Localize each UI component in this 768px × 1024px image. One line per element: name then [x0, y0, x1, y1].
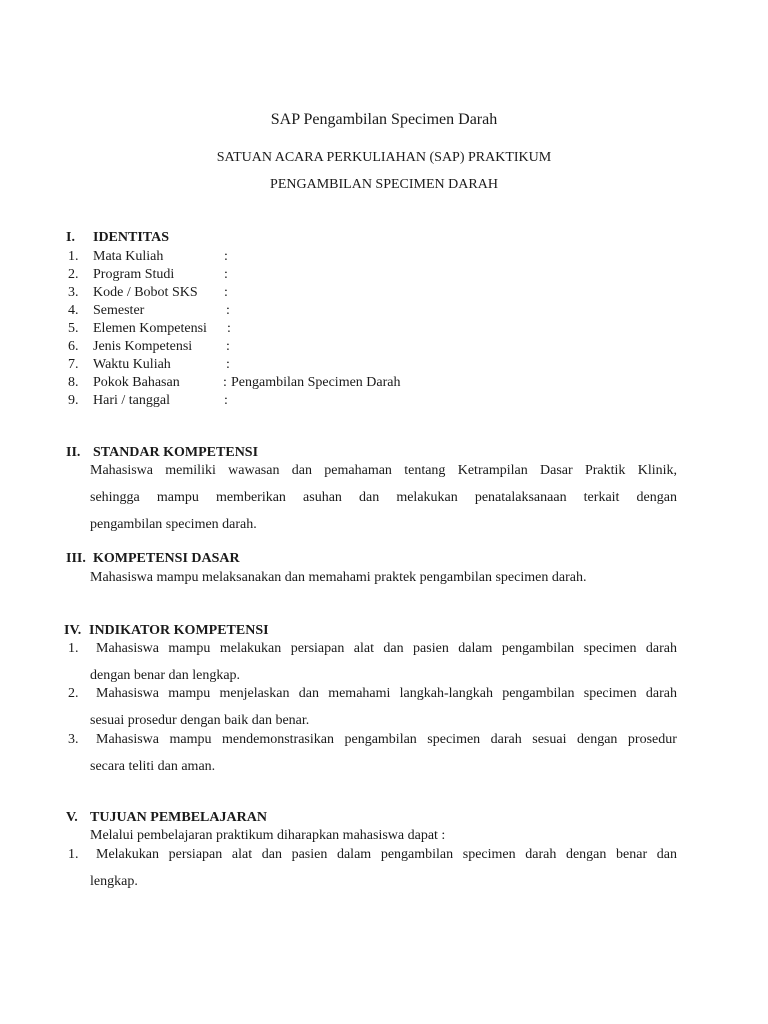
- section-number: I.: [66, 230, 75, 245]
- identitas-label: Kode / Bobot SKS: [93, 285, 198, 300]
- list-number: 5.: [68, 321, 79, 336]
- identitas-separator: :: [224, 249, 228, 264]
- paragraph-line: [90, 463, 677, 479]
- list-item-line: sesuai prosedur dengan baik dan benar.: [90, 713, 310, 728]
- document-subtitle-2: PENGAMBILAN SPECIMEN DARAH: [270, 177, 498, 192]
- paragraph-line: pengambilan specimen darah.: [90, 517, 257, 532]
- list-item-line: dengan benar dan lengkap.: [90, 668, 241, 683]
- identitas-value: Pengambilan Specimen Darah: [231, 375, 401, 390]
- list-number: 4.: [68, 303, 79, 318]
- paragraph-line: Mahasiswa mampu melaksanakan dan memahami praktek pengambilan specimen darah.: [90, 570, 587, 585]
- justified-text: Melakukan persiapan alat dan pasien dalam pengambilan specimen darah dengan benar dan: [96, 847, 677, 862]
- document-subtitle-1: SATUAN ACARA PERKULIAHAN (SAP) PRAKTIKUM: [216, 150, 552, 165]
- list-item-line: [96, 732, 677, 748]
- list-number: 1.: [68, 249, 79, 264]
- identitas-separator: :: [224, 393, 228, 408]
- section-heading: IDENTITAS: [93, 230, 169, 245]
- identitas-label: Pokok Bahasan: [93, 375, 180, 390]
- document-title: SAP Pengambilan Specimen Darah: [270, 111, 498, 128]
- identitas-separator: :: [226, 357, 230, 372]
- identitas-label: Semester: [93, 303, 145, 318]
- list-number: 3.: [68, 732, 79, 747]
- list-number: 7.: [68, 357, 79, 372]
- justified-text: Mahasiswa memiliki wawasan dan pemahaman tentang Ketrampilan Dasar Praktik Klinik,: [90, 463, 677, 478]
- list-number: 1.: [68, 847, 79, 862]
- identitas-label: Program Studi: [93, 267, 175, 282]
- list-item-line: lengkap.: [90, 874, 138, 889]
- justified-text: Mahasiswa mampu mendemonstrasikan pengambilan specimen darah sesuai dengan prosedur: [96, 732, 677, 747]
- identitas-separator: :: [227, 321, 231, 336]
- section-number: IV.: [64, 623, 82, 638]
- justified-text: sehingga mampu memberikan asuhan dan melakukan penatalaksanaan terkait dengan: [90, 490, 677, 505]
- identitas-label: Waktu Kuliah: [93, 357, 171, 372]
- list-number: 1.: [68, 641, 79, 656]
- identitas-separator: :: [226, 303, 230, 318]
- section-heading: INDIKATOR KOMPETENSI: [89, 623, 269, 638]
- list-number: 3.: [68, 285, 79, 300]
- list-number: 9.: [68, 393, 79, 408]
- identitas-label: Elemen Kompetensi: [93, 321, 207, 336]
- identitas-label: Hari / tanggal: [93, 393, 170, 408]
- list-number: 2.: [68, 267, 79, 282]
- list-item-line: [96, 686, 677, 702]
- justified-text: Mahasiswa mampu melakukan persiapan alat dan pasien dalam pengambilan specimen darah: [96, 641, 677, 656]
- identitas-separator: :: [223, 375, 227, 390]
- list-number: 6.: [68, 339, 79, 354]
- section-heading: STANDAR KOMPETENSI: [93, 445, 259, 460]
- identitas-separator: :: [224, 267, 228, 282]
- list-item-line: [96, 641, 677, 657]
- list-item-line: secara teliti dan aman.: [90, 759, 216, 774]
- list-item-line: [96, 847, 677, 863]
- section-number: II.: [66, 445, 81, 460]
- paragraph-line: Melalui pembelajaran praktikum diharapkan mahasiswa dapat :: [90, 828, 446, 843]
- list-number: 8.: [68, 375, 79, 390]
- identitas-separator: :: [226, 339, 230, 354]
- list-number: 2.: [68, 686, 79, 701]
- section-heading: TUJUAN PEMBELAJARAN: [90, 810, 267, 825]
- identitas-label: Mata Kuliah: [93, 249, 164, 264]
- identitas-label: Jenis Kompetensi: [93, 339, 193, 354]
- paragraph-line: [90, 490, 677, 506]
- justified-text: Mahasiswa mampu menjelaskan dan memahami langkah-langkah pengambilan specimen darah: [96, 686, 677, 701]
- identitas-separator: :: [224, 285, 228, 300]
- section-number: V.: [66, 810, 78, 825]
- section-heading: KOMPETENSI DASAR: [93, 551, 240, 566]
- section-number: III.: [66, 551, 86, 566]
